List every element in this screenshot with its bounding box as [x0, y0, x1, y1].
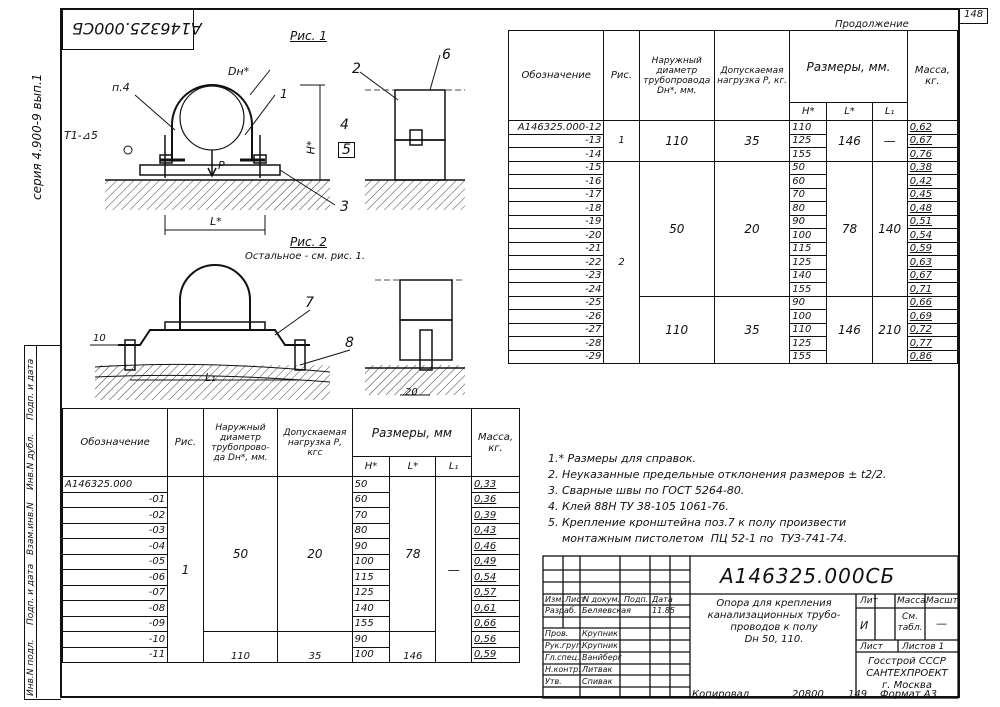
row-dn: 50: [639, 161, 714, 296]
notes: [548, 452, 886, 548]
fig2-l1: L₁: [205, 371, 216, 384]
role-3: Рук.груп.: [545, 641, 584, 650]
row-h: 155: [790, 350, 827, 364]
row-p: 35: [278, 632, 352, 663]
footer-copied: Копировал: [692, 689, 750, 700]
fig1-view: [105, 70, 335, 235]
fig1-callout-2: 2: [352, 61, 361, 77]
footer-page: 149: [848, 689, 868, 700]
row-mass: 0,71: [907, 283, 957, 297]
role-5: Н.контр.: [545, 665, 581, 674]
row-l: 146: [827, 121, 872, 162]
row-h: 60: [352, 492, 390, 508]
row-mass: 0,61: [472, 601, 520, 617]
row-designation: А146325.000-12: [509, 121, 604, 135]
row-h: 155: [790, 148, 827, 162]
note-1: 1.* Размеры для справок.: [548, 452, 697, 465]
col-doc: N докум.: [583, 595, 621, 604]
row-mass: 0,66: [907, 296, 957, 310]
row-mass: 0,69: [907, 310, 957, 324]
row-h: 60: [790, 175, 827, 189]
side-col-3: Взам.инв.N: [26, 502, 36, 555]
row-designation: -01: [63, 492, 168, 508]
role-6: Утв.: [545, 677, 562, 686]
row-p: 20: [714, 161, 789, 296]
row-h: 100: [790, 310, 827, 324]
side-col-5: Подп. и дата: [26, 358, 36, 420]
fig1-l: L*: [210, 215, 222, 228]
row-mass: 0,62: [907, 121, 957, 135]
row-h: 125: [790, 337, 827, 351]
fig1-dn: Dн*: [228, 65, 250, 78]
title-name-1: Опора для крепления: [716, 598, 832, 609]
fig2-dim-10: 10: [93, 333, 106, 344]
row-h: 90: [352, 632, 390, 648]
fig2-view: [90, 265, 350, 400]
row-mass: 0,59: [907, 242, 957, 256]
row-h: 110: [790, 121, 827, 135]
row-designation: -25: [509, 296, 604, 310]
footer-inv: 20800: [792, 689, 824, 700]
side-code: А146325.000СБ: [72, 19, 202, 38]
row-designation: -06: [63, 570, 168, 586]
top-h-fig: Рис.: [604, 31, 639, 121]
row-dn: 110: [639, 296, 714, 364]
fig1-callout-4: 4: [340, 117, 349, 133]
row-h: 90: [790, 296, 827, 310]
role-1-date: 11.85: [652, 606, 675, 615]
row-p: 20: [278, 477, 352, 632]
row-h: 100: [790, 229, 827, 243]
fig1-callout-5: 5: [338, 142, 355, 158]
sheet-label: Лист: [860, 642, 883, 652]
row-h: 115: [352, 570, 390, 586]
row-designation: -20: [509, 229, 604, 243]
row-h: 140: [790, 269, 827, 283]
row-dn: 110: [203, 632, 277, 663]
row-mass: 0,56: [472, 632, 520, 648]
row-designation: -07: [63, 585, 168, 601]
row-mass: 0,76: [907, 148, 957, 162]
mass-label: Масса: [897, 596, 926, 606]
continuation-label: Продолжение: [835, 19, 909, 30]
fig2-dim-20: 20: [405, 387, 418, 398]
row-designation: -16: [509, 175, 604, 189]
bottom-h-l: L*: [390, 457, 436, 477]
col-izm: Изм.: [545, 595, 564, 604]
sheets-label: Листов 1: [902, 642, 945, 652]
row-mass: 0,33: [472, 477, 520, 493]
row-designation: -10: [63, 632, 168, 648]
role-2: Пров.: [545, 629, 569, 638]
title-name-3: проводов к полу: [730, 622, 818, 633]
bottom-spec-table: [62, 408, 520, 663]
row-mass: 0,57: [472, 585, 520, 601]
row-h: 125: [352, 585, 390, 601]
title-block-name: [694, 598, 854, 646]
side-col-1: Инв.N подл.: [26, 639, 36, 696]
note-6: монтажным пистолетом ПЦ 52-1 по ТУЗ-741-74.: [548, 532, 848, 545]
row-mass: 0,49: [472, 554, 520, 570]
row-l1: —: [436, 477, 472, 663]
role-3-name: Крупник: [582, 641, 618, 650]
row-p: 35: [714, 296, 789, 364]
top-h-l1: L₁: [872, 103, 907, 121]
col-list: Лист: [565, 595, 586, 604]
role-4: Гл.спец.: [545, 653, 580, 662]
top-h-diameter: Наружный диаметр трубопровода Dн*, мм.: [639, 31, 714, 121]
top-h-load: Допускаемая нагрузка Р, кг.: [714, 31, 789, 121]
scale-label: Масшт.: [926, 596, 961, 606]
row-designation: -03: [63, 523, 168, 539]
role-6-name: Спивак: [582, 677, 613, 686]
col-date: Дата: [652, 595, 673, 604]
row-mass: 0,67: [907, 269, 957, 283]
row-h: 100: [352, 647, 390, 663]
row-h: 100: [352, 554, 390, 570]
row-designation: -02: [63, 508, 168, 524]
top-h-l: L*: [827, 103, 872, 121]
bottom-h-designation: Обозначение: [63, 409, 168, 477]
row-mass: 0,43: [472, 523, 520, 539]
row-mass: 0,54: [472, 570, 520, 586]
row-h: 125: [790, 256, 827, 270]
row-h: 50: [790, 161, 827, 175]
side-col-2: Подп. и дата: [26, 563, 36, 625]
row-dn: 110: [639, 121, 714, 162]
scale-value: —: [936, 617, 947, 630]
row-h: 115: [790, 242, 827, 256]
row-designation: -27: [509, 323, 604, 337]
fig1-side-view: [360, 55, 465, 210]
fig2-callout-8: 8: [345, 335, 354, 351]
row-mass: 0,46: [472, 539, 520, 555]
fig2-side-view: [365, 280, 465, 395]
fig1-h: Н*: [304, 140, 318, 155]
bottom-h-load: Допускаемая нагрузка Р, кгс: [278, 409, 352, 477]
table-row: [509, 296, 958, 310]
top-h-h: Н*: [790, 103, 827, 121]
note-2: 2. Неуказанные предельные отклонения размеров ± t2/2.: [548, 468, 887, 481]
bottom-h-h: Н*: [352, 457, 390, 477]
row-h: 155: [352, 616, 390, 632]
note-5: 5. Крепление кронштейна поз.7 к полу произвести: [548, 516, 847, 529]
fig2-subtitle: Остальное - см. рис. 1.: [245, 251, 366, 262]
role-1: Разраб.: [545, 606, 577, 615]
mass-value: См. табл.: [897, 612, 923, 633]
row-designation: -29: [509, 350, 604, 364]
row-designation: -21: [509, 242, 604, 256]
lit-label: Лит: [860, 596, 878, 606]
row-h: 70: [790, 188, 827, 202]
row-h: 90: [790, 215, 827, 229]
top-spec-table: [508, 30, 958, 364]
note-4: 4. Клей 88Н ТУ 38-105 1061-76.: [548, 500, 729, 513]
fig2-title: Рис. 2: [290, 235, 327, 249]
row-fig: 1: [604, 121, 639, 162]
bottom-h-fig: Рис.: [168, 409, 204, 477]
row-l: 78: [827, 161, 872, 296]
row-l1: —: [872, 121, 907, 162]
top-h-sizes: Размеры, мм.: [790, 31, 908, 103]
role-5-name: Литвак: [582, 665, 613, 674]
row-designation: -26: [509, 310, 604, 324]
row-l: 146: [390, 632, 436, 663]
fig1-t1: Т1-⊿5: [64, 129, 98, 142]
fig2-callout-7: 7: [305, 295, 314, 311]
row-designation: -24: [509, 283, 604, 297]
bottom-h-sizes: Размеры, мм: [352, 409, 471, 457]
title-block-code: А146325.000СБ: [720, 564, 896, 588]
org-2: САНТЕХПРОЕКТ: [866, 668, 948, 679]
series-label: серия 4.900-9 вып.1: [30, 73, 44, 200]
bottom-h-diameter: Наружный диаметр трубопрово-да Dн*, мм.: [203, 409, 277, 477]
row-h: 70: [352, 508, 390, 524]
footer-format: Формат А3: [880, 689, 937, 700]
lit-value: И: [860, 619, 869, 632]
fig1-callout-3: 3: [340, 199, 349, 215]
row-designation: -28: [509, 337, 604, 351]
fig1-callout-6: 6: [442, 47, 451, 63]
row-designation: -17: [509, 188, 604, 202]
row-fig: 1: [168, 477, 204, 663]
row-h: 155: [790, 283, 827, 297]
role-1-name: Беляевская: [582, 606, 631, 615]
row-h: 125: [790, 134, 827, 148]
row-dn: 50: [203, 477, 277, 632]
row-designation: А146325.000: [63, 477, 168, 493]
row-designation: -09: [63, 616, 168, 632]
col-sign: Подп.: [624, 595, 649, 604]
row-designation: -19: [509, 215, 604, 229]
org-block: [856, 656, 958, 692]
role-2-name: Крупник: [582, 629, 618, 638]
top-h-mass: Масса, кг.: [907, 31, 957, 121]
row-h: 110: [790, 323, 827, 337]
top-h-designation: Обозначение: [509, 31, 604, 121]
fig1-title: Рис. 1: [290, 29, 327, 43]
row-mass: 0,45: [907, 188, 957, 202]
row-l: 146: [827, 296, 872, 364]
table-row: [63, 477, 520, 493]
org-1: Госстрой СССР: [868, 656, 946, 667]
row-designation: -22: [509, 256, 604, 270]
table-row: [509, 161, 958, 175]
row-mass: 0,59: [472, 647, 520, 663]
row-l1: 140: [872, 161, 907, 296]
row-l: 78: [390, 477, 436, 632]
role-4-name: Ванйберг: [582, 653, 622, 662]
row-designation: -11: [63, 647, 168, 663]
fig1-n4: п.4: [112, 81, 130, 94]
org-3: г. Москва: [882, 680, 932, 691]
row-designation: -08: [63, 601, 168, 617]
row-mass: 0,51: [907, 215, 957, 229]
row-h: 80: [790, 202, 827, 216]
row-h: 50: [352, 477, 390, 493]
row-mass: 0,36: [472, 492, 520, 508]
row-designation: -15: [509, 161, 604, 175]
row-fig: 2: [604, 161, 639, 364]
row-designation: -14: [509, 148, 604, 162]
row-mass: 0,67: [907, 134, 957, 148]
row-mass: 0,86: [907, 350, 957, 364]
row-h: 90: [352, 539, 390, 555]
row-designation: -18: [509, 202, 604, 216]
row-mass: 0,48: [907, 202, 957, 216]
row-mass: 0,63: [907, 256, 957, 270]
sheet-number: 148: [964, 9, 984, 20]
row-h: 140: [352, 601, 390, 617]
row-mass: 0,39: [472, 508, 520, 524]
table-row: [509, 121, 958, 135]
row-mass: 0,66: [472, 616, 520, 632]
fig1-callout-1: 1: [280, 87, 288, 101]
title-name-2: канализационных трубо-: [707, 610, 841, 621]
fig1-p: P: [218, 159, 225, 172]
row-l1: 210: [872, 296, 907, 364]
bottom-h-l1: L₁: [436, 457, 472, 477]
side-col-4: Инв.N дубл.: [26, 433, 36, 490]
bottom-h-mass: Масса, кг.: [472, 409, 520, 477]
row-mass: 0,54: [907, 229, 957, 243]
row-h: 80: [352, 523, 390, 539]
row-designation: -13: [509, 134, 604, 148]
row-mass: 0,42: [907, 175, 957, 189]
row-designation: -23: [509, 269, 604, 283]
row-designation: -04: [63, 539, 168, 555]
row-p: 35: [714, 121, 789, 162]
row-mass: 0,77: [907, 337, 957, 351]
note-3: 3. Сварные швы по ГОСТ 5264-80.: [548, 484, 745, 497]
row-designation: -05: [63, 554, 168, 570]
title-name-4: Dн 50, 110.: [744, 634, 804, 645]
row-mass: 0,72: [907, 323, 957, 337]
row-mass: 0,38: [907, 161, 957, 175]
